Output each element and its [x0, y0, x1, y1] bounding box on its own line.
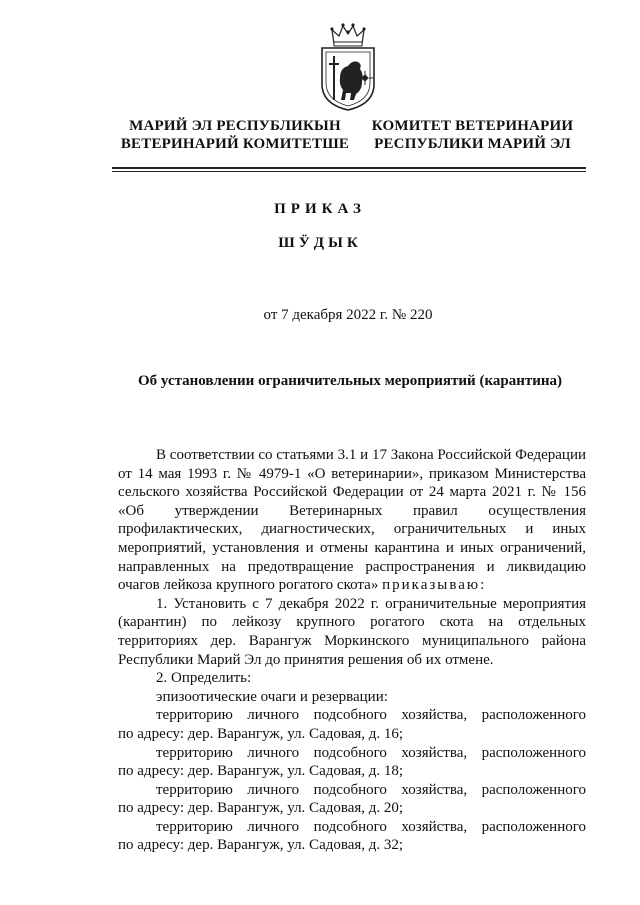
- document-body: [118, 446, 586, 855]
- coat-of-arms-icon: [318, 22, 378, 112]
- date-line: от 7 декабря 2022 г. № 220: [263, 307, 433, 323]
- list-item-line1: территорию личного подсобного хозяйства, расположенного: [156, 781, 586, 798]
- list-item-line1: территорию личного подсобного хозяйства, расположенного: [156, 818, 586, 835]
- header-left-line1: МАРИЙ ЭЛ РЕСПУБЛИКЫН: [129, 118, 341, 134]
- header-right: [365, 117, 580, 153]
- doc-type-ru: ПРИКАЗ: [274, 201, 366, 217]
- body-line: профилактических, диагностических, ограничительных и иных: [118, 521, 586, 538]
- body-line: сельского хозяйства Российской Федерации от 24 марта 2021 г. № 156: [118, 484, 586, 501]
- order-word: приказываю:: [382, 577, 487, 594]
- doc-type-mari: ШӰДЫК: [278, 235, 362, 251]
- header-divider-thick: [112, 167, 586, 169]
- document-subject: Об установлении ограничительных мероприятий (карантина): [137, 373, 562, 389]
- body-line: эпизоотические очаги и резервации:: [156, 688, 388, 705]
- body-line: 2. Определить:: [156, 670, 252, 687]
- list-item-line1: территорию личного подсобного хозяйства, расположенного: [156, 744, 586, 761]
- body-line: от 14 мая 1993 г. № 4979-1 «О ветеринарии», приказом Министерства: [118, 465, 586, 482]
- body-line: (карантин) по лейкозу крупного рогатого скота на отдельных: [118, 614, 586, 631]
- body-line: очагов лейкоза крупного рогатого скота»: [118, 577, 379, 594]
- body-line: территориях дер. Варангуж Моркинского муниципального района: [118, 632, 586, 649]
- body-line-with-order: [118, 576, 586, 595]
- header-divider-thin: [112, 171, 586, 172]
- body-line: 1. Установить с 7 декабря 2022 г. ограничительные мероприятия: [156, 595, 586, 612]
- body-line: Республики Марий Эл до принятия решения об их отмене.: [118, 651, 494, 668]
- list-item-line1: территорию личного подсобного хозяйства, расположенного: [156, 707, 586, 724]
- body-line: мероприятий, установления и отмены карантина и иных ограничений,: [118, 539, 586, 556]
- list-item-line2: по адресу: дер. Варангуж, ул. Садовая, д. 16;: [118, 725, 404, 742]
- header-right-line1: КОМИТЕТ ВЕТЕРИНАРИИ: [371, 118, 574, 134]
- header-left: [110, 117, 360, 153]
- body-line: «Об утверждении Ветеринарных правил осуществления: [118, 502, 586, 519]
- list-item-line2: по адресу: дер. Варангуж, ул. Садовая, д. 18;: [118, 763, 404, 780]
- list-item-line2: по адресу: дер. Варангуж, ул. Садовая, д. 32;: [118, 837, 404, 854]
- body-line: направленных на предотвращение распространения и ликвидацию: [118, 558, 586, 575]
- body-line: В соответствии со статьями 3.1 и 17 Закона Российской Федерации: [156, 447, 586, 463]
- header-right-line2: РЕСПУБЛИКИ МАРИЙ ЭЛ: [374, 136, 571, 152]
- list-item-line2: по адресу: дер. Варангуж, ул. Садовая, д. 20;: [118, 800, 404, 817]
- header-left-line2: ВЕТЕРИНАРИЙ КОМИТЕТШЕ: [120, 136, 350, 152]
